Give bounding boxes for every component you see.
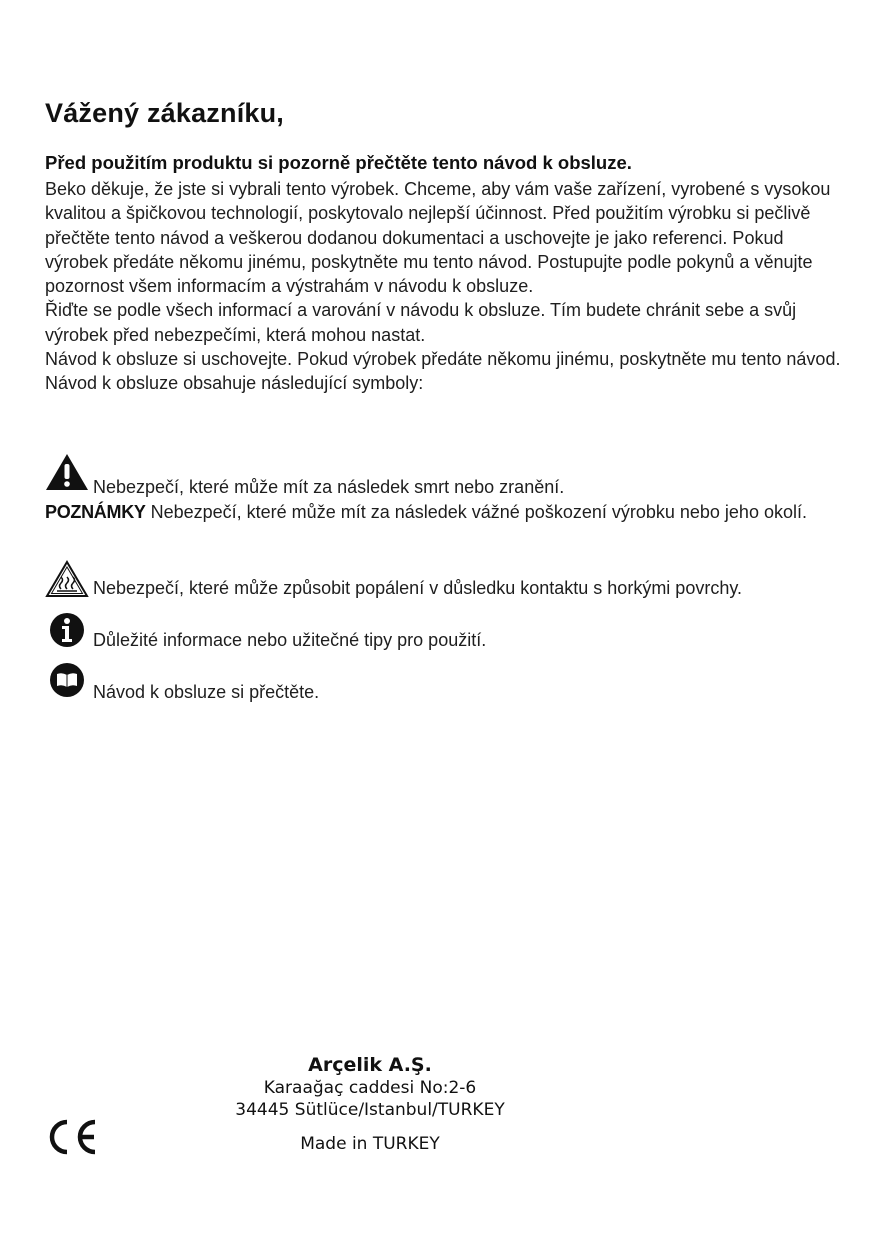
note-text: Nebezpečí, které může mít za následek vážné poškození výrobku nebo jeho okolí. (145, 502, 807, 522)
address-street: Karaağaç caddesi No:2-6 (263, 1078, 477, 1098)
manufacturer-address (200, 1053, 540, 1155)
symbol-warning-row (45, 452, 845, 497)
manual-book-icon (49, 662, 85, 698)
page-title: Vážený zákazníku, (45, 98, 285, 128)
paragraph-keep-manual: Návod k obsluze si uschovejte. Pokud výrobek předáte někomu jinému, poskytněte mu tento návod. (45, 349, 841, 370)
symbol-hot-row (45, 560, 845, 605)
note-label: POZNÁMKY (45, 502, 146, 522)
paragraph-symbols-intro: Návod k obsluze obsahuje následující symboly: (45, 373, 424, 394)
hot-text: Nebezpečí, které může způsobit popálení v důsledku kontaktu s horkými povrchy. (93, 578, 743, 598)
intro-text (45, 177, 845, 396)
paragraph-follow-instructions: Řiďte se podle všech informací a varování v návodu k obsluze. Tím budete chránit sebe a svůj výrobek před nebezpečími, která mohou nastat. (45, 300, 797, 345)
made-in: Made in TURKEY (300, 1134, 440, 1154)
symbol-info-row (45, 612, 845, 657)
warning-text: Nebezpečí, které může mít za následek smrt nebo zranění. (93, 477, 565, 497)
manual-text: Návod k obsluze si přečtěte. (93, 682, 320, 702)
company-name: Arçelik A.Ş. (308, 1054, 432, 1076)
hot-surface-icon (45, 560, 89, 598)
lead-instruction: Před použitím produktu si pozorně přečtěte tento návod k obsluze. (45, 152, 632, 173)
note-row (45, 500, 845, 524)
ce-mark-icon (45, 1118, 99, 1156)
warning-triangle-icon (45, 452, 89, 492)
info-icon (49, 612, 85, 648)
symbol-manual-row (45, 662, 845, 707)
info-text: Důležité informace nebo užitečné tipy pro použití. (93, 630, 487, 650)
paragraph-intro: Beko děkuje, že jste si vybrali tento výrobek. Chceme, aby vám vaše zařízení, vyrobené s vysokou kvalitou a špičkovou technologií, poskytovalo nejlepší účinnost. Před použitím výrobku si pečlivě přečtěte tento návod a veškerou dodanou dokumentaci a uschovejte je jako referenci. Pokud výrobek předáte někomu jinému, poskytněte mu tento návod. Postupujte podle pokynů a věnujte pozornost všem informacím a výstrahám v návodu k obsluze. (45, 179, 831, 297)
address-city: 34445 Sütlüce/Istanbul/TURKEY (235, 1100, 505, 1120)
